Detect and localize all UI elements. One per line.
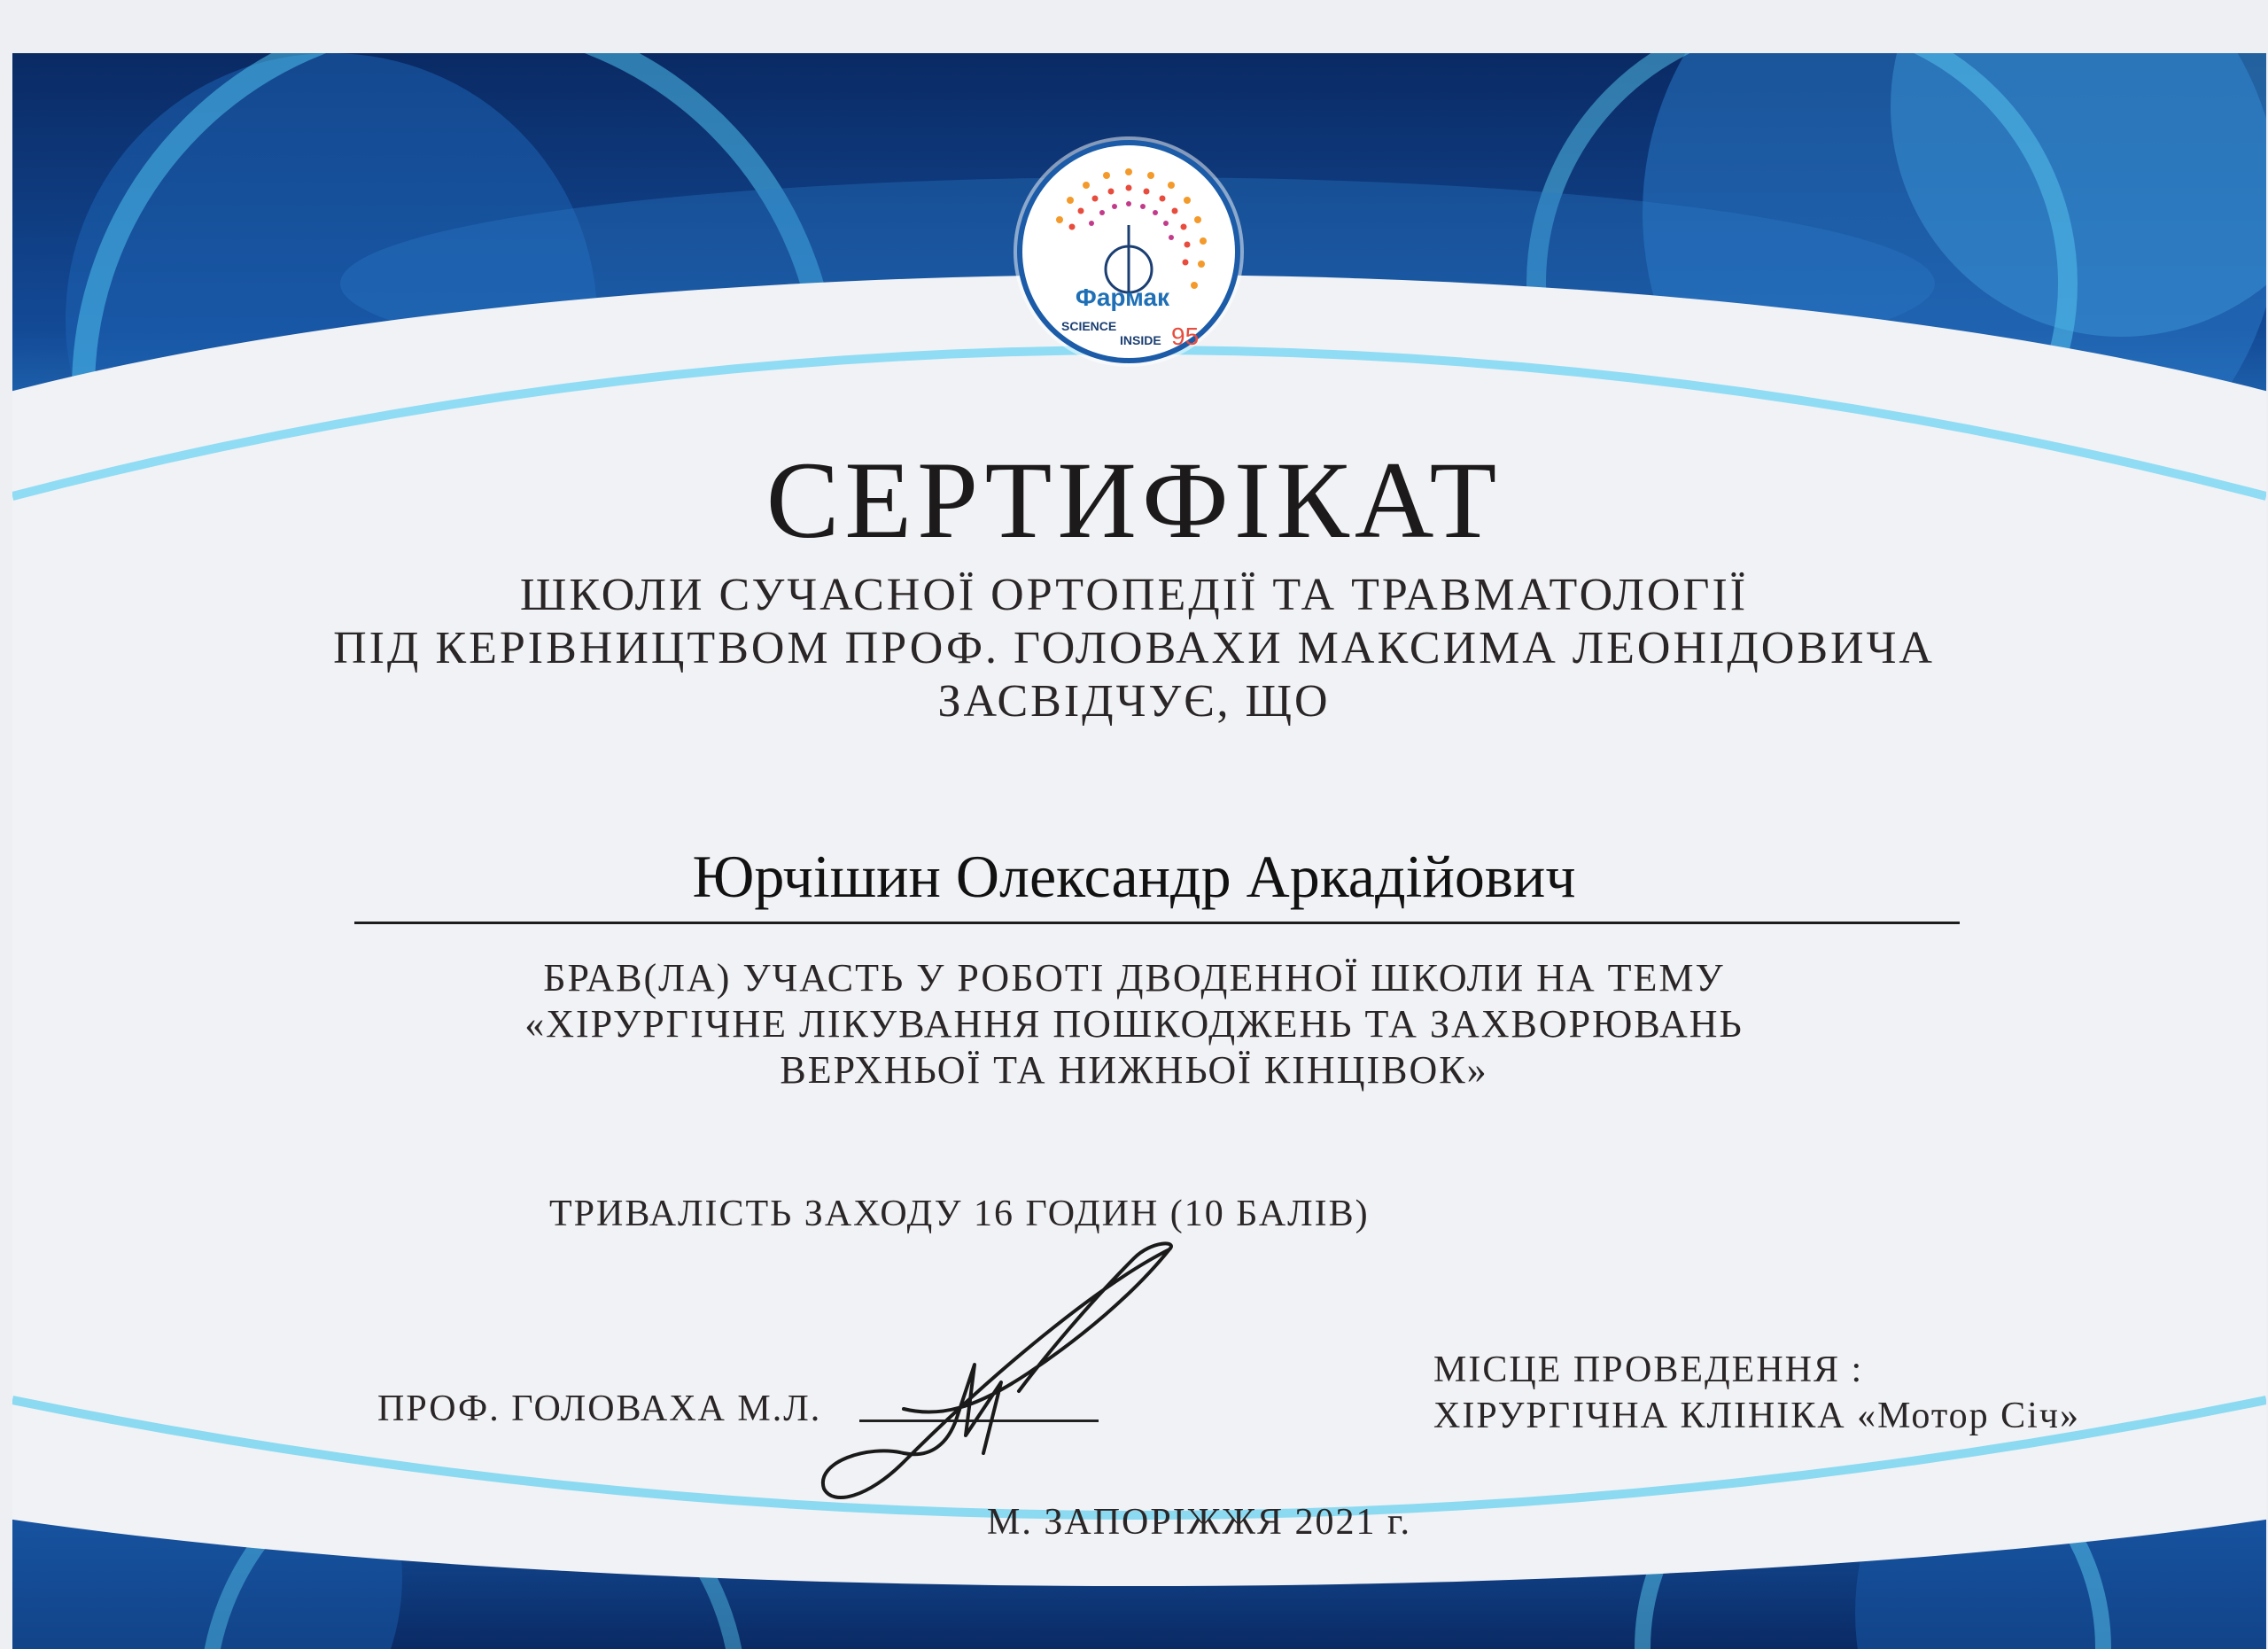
participation-line-3: ВЕРХНЬОЇ ТА НИЖНЬОЇ КІНЦІВОК» <box>780 1048 1488 1092</box>
participation-line-1: БРАВ(ЛА) УЧАСТЬ У РОБОТІ ДВОДЕННОЇ ШКОЛИ НА ТЕМУ <box>543 956 1725 1000</box>
name-underline <box>354 922 1960 924</box>
logo-brand-text: Фармак <box>1075 284 1170 311</box>
logo-dots-icon <box>1022 145 1235 358</box>
logo-tagline-inside: INSIDE <box>1120 333 1161 347</box>
subtitle-line-2: ПІД КЕРІВНИЦТВОМ ПРОФ. ГОЛОВАХИ МАКСИМА ЛЕОНІДОВИЧА <box>333 623 1935 673</box>
signatory-name: ПРОФ. ГОЛОВАХА М.Л. <box>377 1388 822 1429</box>
subtitle-line-1: ШКОЛИ СУЧАСНОЇ ОРТОПЕДІЇ ТА ТРАВМАТОЛОГІЇ <box>519 570 1749 620</box>
event-duration: ТРИВАЛІСТЬ ЗАХОДУ 16 ГОДИН (10 БАЛІВ) <box>549 1194 1370 1234</box>
city-year: М. ЗАПОРІЖЖЯ 2021 г. <box>987 1502 1411 1543</box>
farmak-logo <box>1022 145 1235 358</box>
venue-label: МІСЦЕ ПРОВЕДЕННЯ : <box>1433 1350 1864 1390</box>
logo-tagline-science: SCIENCE <box>1061 319 1117 333</box>
participation-line-2: «ХІРУРГІЧНЕ ЛІКУВАННЯ ПОШКОДЖЕНЬ ТА ЗАХВОРЮВАНЬ <box>524 1002 1744 1046</box>
logo-number: 95 <box>1171 323 1200 350</box>
recipient-name: Юрчішин Олександр Аркадійович <box>692 843 1576 910</box>
subtitle-line-3: ЗАСВІДЧУЄ, ЩО <box>937 676 1331 727</box>
certificate-title: СЕРТИФІКАТ <box>765 439 1503 561</box>
signature-icon <box>797 1232 1205 1542</box>
venue-name: ХІРУРГІЧНА КЛІНІКА «Мотор Січ» <box>1433 1396 2080 1436</box>
